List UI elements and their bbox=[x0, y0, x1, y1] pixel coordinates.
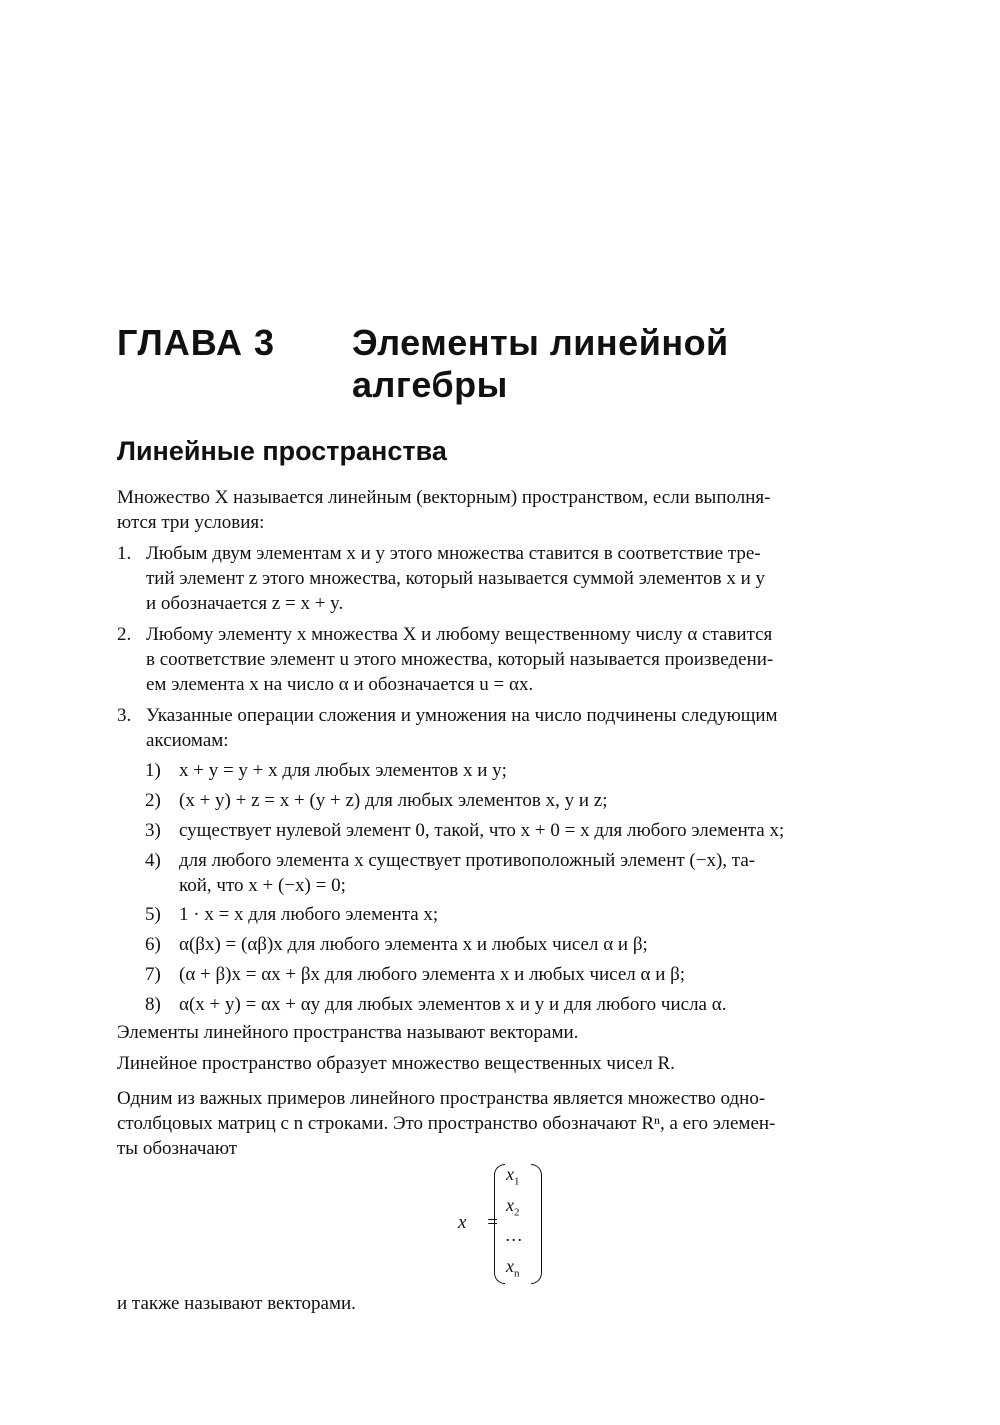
example-line-1: Одним из важных примеров линейного пространства является множество одно- bbox=[117, 1088, 766, 1109]
axiom-number: 5) bbox=[145, 904, 161, 925]
chapter-title-line-2: алгебры bbox=[352, 364, 508, 405]
axiom-text: 1 · x = x для любого элемента x; bbox=[179, 904, 439, 925]
reals-line: Линейное пространство образует множество вещественных чисел R. bbox=[117, 1053, 675, 1074]
condition-1-line-1: Любым двум элементам x и y этого множества ставится в соответствие тре- bbox=[146, 543, 761, 564]
axiom-text: x + y = y + x для любых элементов x и y; bbox=[179, 760, 507, 781]
condition-1-line-3: и обозначается z = x + y. bbox=[146, 593, 344, 614]
axiom-number: 3) bbox=[145, 820, 161, 841]
section-title: Линейные пространства bbox=[117, 436, 447, 466]
chapter-title-line-1: Элементы линейной bbox=[352, 322, 729, 363]
vector-entry-ellipsis: … bbox=[506, 1225, 523, 1245]
example-line-2: столбцовых матриц с n строками. Это пространство обозначают Rⁿ, а его элемен- bbox=[117, 1113, 776, 1134]
example-line-3: ты обозначают bbox=[117, 1138, 238, 1159]
axiom-number: 8) bbox=[145, 994, 161, 1015]
intro-line-2: ются три условия: bbox=[117, 512, 265, 533]
vector-formula bbox=[458, 1162, 578, 1286]
axiom-text: кой, что x + (−x) = 0; bbox=[179, 875, 346, 896]
axiom-text: (x + y) + z = x + (y + z) для любых элементов x, y и z; bbox=[179, 790, 608, 811]
condition-3-line-1: Указанные операции сложения и умножения на число подчинены следующим bbox=[146, 705, 778, 726]
axiom-number: 6) bbox=[145, 934, 161, 955]
chapter-label: ГЛАВА 3 bbox=[117, 322, 275, 363]
vector-entry-1: $x_1$ bbox=[506, 1164, 520, 1188]
axiom-number: 4) bbox=[145, 850, 161, 871]
reals-paragraph bbox=[117, 1051, 889, 1076]
axiom-number: 7) bbox=[145, 964, 161, 985]
axiom-text: для любого элемента x существует противоположный элемент (−x), та- bbox=[179, 850, 756, 871]
condition-number: 3. bbox=[117, 705, 132, 726]
chapter-title bbox=[352, 322, 729, 406]
axiom-text: α(βx) = (αβ)x для любого элемента x и любых чисел α и β; bbox=[179, 934, 648, 955]
left-parenthesis bbox=[494, 1164, 505, 1284]
vectors-paragraph bbox=[117, 1020, 889, 1045]
axiom-number: 1) bbox=[145, 760, 161, 781]
vector-entry-2: $x_2$ bbox=[506, 1195, 520, 1219]
axiom-text: (α + β)x = αx + βx для любого элемента x и любых чисел α и β; bbox=[179, 964, 686, 985]
closing-line: и также называют векторами. bbox=[117, 1293, 356, 1314]
condition-3-line-2: аксиомам: bbox=[146, 730, 229, 751]
vector-symbol: x⃗ = bbox=[458, 1212, 499, 1233]
vector-entry-n: $x_n$ bbox=[506, 1256, 520, 1280]
condition-2-line-2: в соответствие элемент u этого множества, который называется произведени- bbox=[146, 649, 774, 670]
intro-line-1: Множество X называется линейным (векторным) пространством, если выполня- bbox=[117, 487, 771, 508]
right-parenthesis bbox=[531, 1164, 542, 1284]
example-paragraph bbox=[117, 1086, 889, 1161]
condition-number: 1. bbox=[117, 543, 132, 564]
axiom-number: 2) bbox=[145, 790, 161, 811]
axiom-text: существует нулевой элемент 0, такой, что x + 0 = x для любого элемента x; bbox=[179, 820, 785, 841]
intro-paragraph bbox=[117, 485, 889, 535]
condition-2-line-3: ем элемента x на число α и обозначается u = αx. bbox=[146, 674, 534, 695]
condition-1-line-2: тий элемент z этого множества, который называется суммой элементов x и y bbox=[146, 568, 766, 589]
closing-paragraph bbox=[117, 1291, 889, 1316]
condition-number: 2. bbox=[117, 624, 132, 645]
vectors-line: Элементы линейного пространства называют векторами. bbox=[117, 1022, 579, 1043]
condition-2-line-1: Любому элементу x множества X и любому вещественному числу α ставится bbox=[146, 624, 773, 645]
axiom-text: α(x + y) = αx + αy для любых элементов x и y и для любого числа α. bbox=[179, 994, 727, 1015]
